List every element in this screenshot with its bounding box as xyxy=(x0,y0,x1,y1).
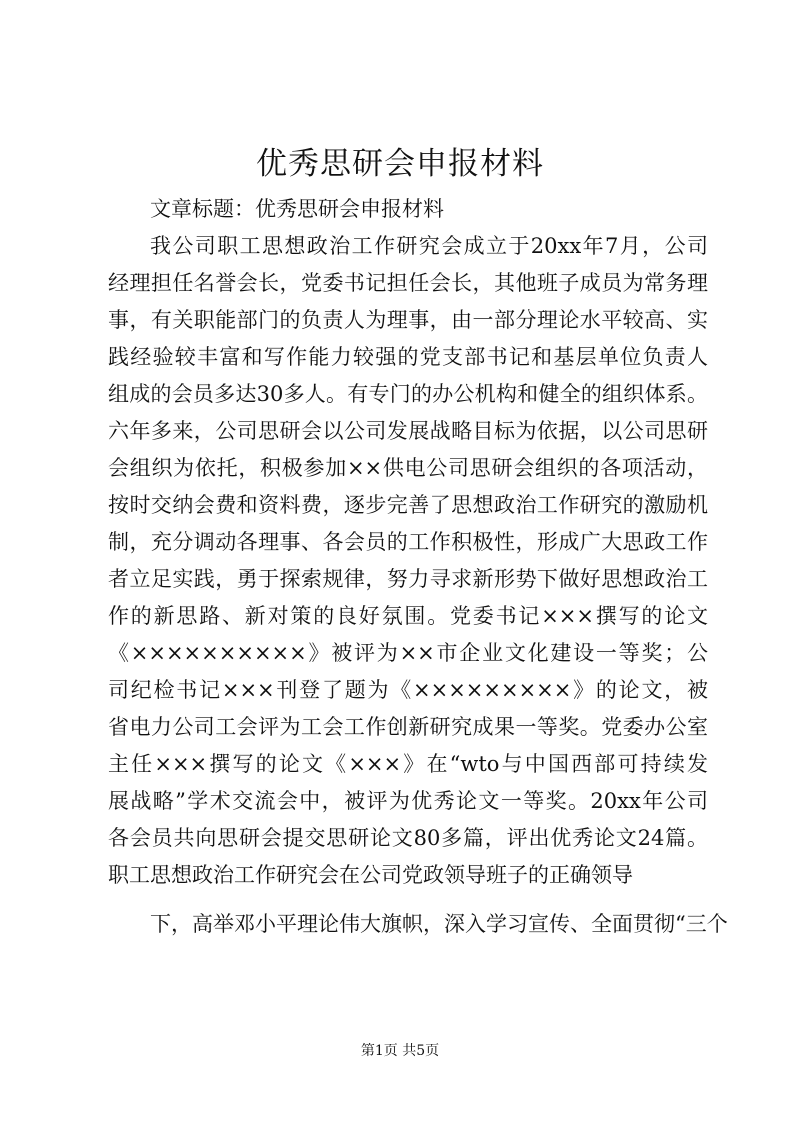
paragraph-line: 制，充分调动各理事、各会员的工作积极性，形成广大思政工作 xyxy=(108,530,708,554)
paragraph-line: 职工思想政治工作研究会在公司党政领导班子的正确领导 xyxy=(108,863,633,887)
paragraph-line: 展战略”学术交流会中，被评为优秀论文一等奖。20xx年公司 xyxy=(108,789,708,813)
paragraph-line: 《××××××××××》被评为××市企业文化建设一等奖；公 xyxy=(108,641,708,665)
paragraph-line: 按时交纳会费和资料费，逐步完善了思想政治工作研究的激励机 xyxy=(108,493,708,517)
article-title-line: 文章标题：优秀思研会申报材料 xyxy=(150,197,444,221)
paragraph-line: 省电力公司工会评为工会工作创新研究成果一等奖。党委办公室 xyxy=(108,715,708,739)
paragraph-line: 践经验较丰富和写作能力较强的党支部书记和基层单位负责人 xyxy=(108,345,708,369)
paragraph-line: 我公司职工思想政治工作研究会成立于20xx年7月，公司 xyxy=(150,234,708,258)
paragraph-line: 事，有关职能部门的负责人为理事，由一部分理论水平较高、实 xyxy=(108,308,708,332)
paragraph-line: 经理担任名誉会长，党委书记担任会长，其他班子成员为常务理 xyxy=(108,271,708,295)
paragraph-line: 下，高举邓小平理论伟大旗帜，深入学习宣传、全面贯彻“三个 xyxy=(150,912,728,936)
paragraph-line: 会组织为依托，积极参加××供电公司思研会组织的各项活动， xyxy=(108,456,708,480)
paragraph-line: 作的新思路、新对策的良好氛围。党委书记×××撰写的论文 xyxy=(108,604,708,628)
paragraph-line: 者立足实践，勇于探索规律，努力寻求新形势下做好思想政治工 xyxy=(108,567,708,591)
paragraph-line: 组成的会员多达30多人。有专门的办公机构和健全的组织体系。 xyxy=(108,382,708,406)
paragraph-line: 司纪检书记×××刊登了题为《×××××××××》的论文，被 xyxy=(108,678,708,702)
paragraph-line: 主任×××撰写的论文《×××》在“wto与中国西部可持续发 xyxy=(108,752,708,776)
paragraph-line: 六年多来，公司思研会以公司发展战略目标为依据，以公司思研 xyxy=(108,419,708,443)
paragraph-line: 各会员共向思研会提交思研论文80多篇，评出优秀论文24篇。 xyxy=(108,826,708,850)
page-number-footer: 第1页 共5页 xyxy=(360,1043,440,1059)
document-title: 优秀思研会申报材料 xyxy=(256,146,544,182)
